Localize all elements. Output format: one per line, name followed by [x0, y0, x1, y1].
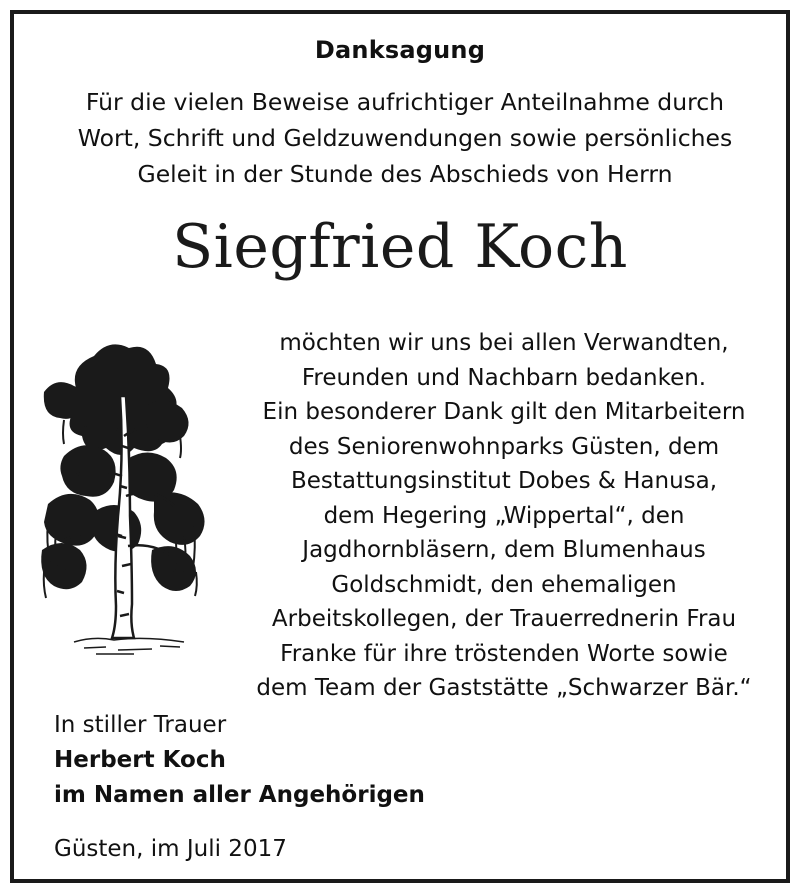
intro-line: Für die vielen Beweise aufrichtiger Anteilnahme durch — [85, 88, 725, 116]
notice-heading: Danksagung — [314, 36, 486, 64]
signer-name: Herbert Koch — [54, 747, 226, 773]
thanks-line: des Seniorenwohnparks Güsten, dem — [288, 433, 720, 460]
intro-line: Geleit in der Stunde des Abschieds von Herrn — [137, 160, 673, 188]
deceased-name: Siegfried Koch — [172, 212, 628, 282]
thanks-line: Goldschmidt, den ehemaligen — [331, 571, 677, 598]
thanks-line: dem Team der Gaststätte „Schwarzer Bär.“ — [256, 675, 752, 701]
intro-text — [54, 84, 756, 192]
closing-block — [54, 708, 425, 813]
birch-tree-icon — [34, 336, 212, 666]
thanks-line: möchten wir uns bei allen Verwandten, — [279, 330, 729, 356]
obituary-notice — [10, 10, 790, 883]
thanks-text — [239, 326, 769, 706]
place-date: Güsten, im Juli 2017 — [54, 836, 287, 862]
mourning-line: In stiller Trauer — [54, 712, 227, 738]
intro-line: Wort, Schrift und Geldzuwendungen sowie persönliches — [77, 124, 733, 152]
thanks-line: Jagdhornbläsern, dem Blumenhaus — [302, 537, 706, 563]
thanks-line: Bestattungsinstitut Dobes & Hanusa, — [290, 468, 718, 494]
thanks-line: Freunden und Nachbarn bedanken. — [301, 364, 707, 391]
thanks-line: dem Hegering „Wippertal“, den — [323, 502, 685, 529]
thanks-line: Ein besonderer Dank gilt den Mitarbeitern — [262, 399, 746, 425]
thanks-line: Franke für ihre tröstenden Worte sowie — [280, 640, 728, 667]
thanks-line: Arbeitskollegen, der Trauerrednerin Frau — [271, 606, 737, 632]
on-behalf-line: im Namen aller Angehörigen — [54, 782, 425, 808]
